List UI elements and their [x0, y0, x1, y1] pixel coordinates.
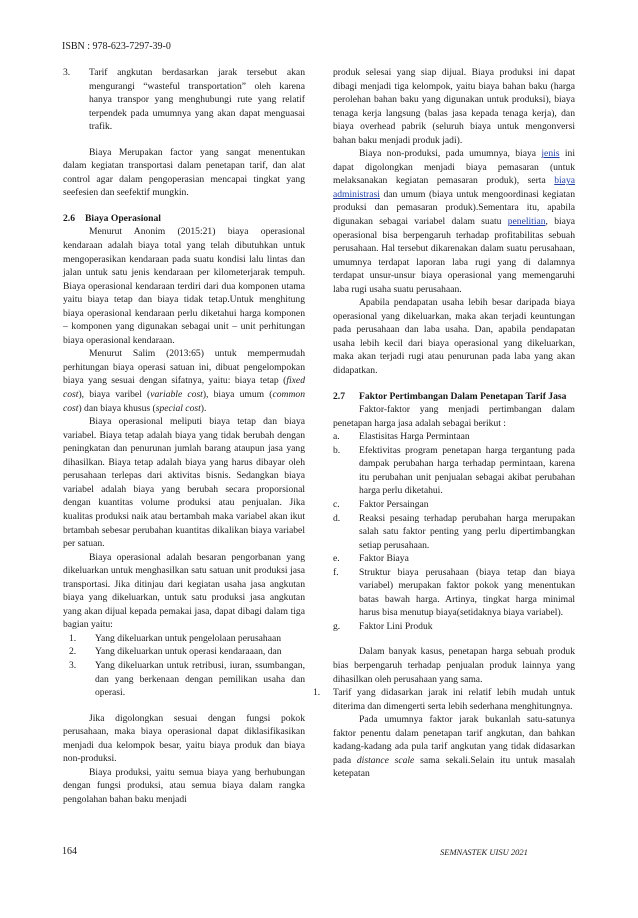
factor-list [333, 430, 575, 633]
list-item [63, 645, 305, 659]
variable-cost-term: variable cost [150, 389, 203, 401]
list-item [63, 66, 305, 134]
list-marker: 1. [313, 687, 321, 699]
list-item-text: Struktur biaya perusahaan (biaya tetap dan biaya variabel) merupakan faktor pokok yang menentukan batas bawah harga. Artinya, tingkat harga minimal harus bisa menutup biaya(setidaknya biaya variabel). [359, 566, 575, 619]
list-marker: a. [333, 431, 340, 443]
conference-footer: SEMNASTEK UISU 2021 [440, 847, 528, 857]
paragraph-continued: produk selesai yang siap dijual. Biaya produksi ini dapat dibagi menjadi tiga kelompok, yaitu biaya bahan baku (harga perolehan bahan baku yang digunakan untuk produksi), biaya tenaga kerja langsung (balas jasa kepada tenaga kerja), dan biaya overhead pabrik (seluruh biaya untuk mengonversi bahan baku menjadi produk jadi). [333, 67, 575, 146]
list-item-text: Tarif yang didasarkan jarak ini relatif lebih mudah untuk diterima dan dimengerti serta lebih sederhana menghitungnya. [333, 687, 575, 712]
paragraph-meliputi: Biaya operasional meliputi biaya tetap dan biaya variabel. Biaya tetap adalah biaya yang tidak berubah dengan peningkatan dan penurunan jumlah barang ataupun jasa yang dihasilkan. Biaya tetap adalah biaya yang harus dibayar oleh perusahaan terlepas dari aktivitas bisnis. Sedangkan biaya variabel adalah biaya yang berubah secara proporsional dengan kuantitas volume produksi atau penjualan. Jika kualitas produksi naik atau bertambah maka variabel akan ikut brtambah sebesar perubahan kuantitas dikalikan biaya variabel per satuan. [63, 416, 305, 550]
paragraph-faktor: Faktor-faktor yang menjadi pertimbangan dalam penetapan harga jasa adalah sebagai berikut : [333, 404, 575, 429]
list-item-text: Yang dikeluarkan untuk pengelolaan perusahaan [95, 632, 282, 644]
list-item-text: Reaksi pesaing terhadap perubahan harga merupakan salah satu faktor penting yang perlu dipertimbangkan setiap perusahaan. [359, 512, 575, 551]
list-item [333, 498, 575, 512]
section-title: Biaya Operasional [85, 212, 161, 224]
list-item-text: Yang dikeluarkan untuk operasi kendaraaan, dan [95, 646, 282, 658]
list-item [63, 632, 305, 646]
link-penelitian[interactable]: penelitian [507, 216, 546, 228]
paragraph-non-produksi: Biaya non-produksi, pada umumnya, biaya jenis ini dapat digolongkan menjadi biaya pemasaran (untuk melaksanakan kegiatan pemasaran produk), serta biaya administrasi dan umum (biaya untuk mengoordinasi kegiatan produksi dan pemasaran produk).Sementara itu, apabila digunakan sebagai variabel dalam suatu penelitian, biaya operasional bisa berpengaruh terhadap profitabilitas sebuah perusahaan. Hal tersebut dikarenakan dalam suatu perusahaan, umumnya terdapat laporan laba rugi yang di dalamnya terdapat unsur-unsur biaya operasional yang memengaruhi laba rugi usaha suatu perusahaan. [333, 148, 576, 295]
section-heading-2-6 [63, 212, 305, 226]
list-item-text: Faktor Lini Produk [359, 620, 433, 632]
section-title: Faktor Pertimbangan Dalam Penetapan Tarif Jasa [359, 390, 567, 402]
section-heading-2-7 [333, 390, 575, 404]
list-marker: g. [333, 620, 341, 632]
distance-scale-term: distance scale [356, 754, 415, 766]
paragraph-besaran: Biaya operasional adalah besaran pengorbanan yang dikeluarkan untuk menghasilkan satu satuan unit produksi jasa transportasi. Jika ditinjau dari kegiatan usaha jasa angkutan biaya yang dikeluarkan, untuk satu produksi jasa angkutan yang akan dijual kepada pemakai jasa, dapat dibagi dalam tiga bagian yaitu: [63, 551, 305, 631]
right-column [313, 66, 576, 781]
list-item [333, 620, 575, 634]
cost-parts-list [63, 632, 305, 700]
link-jenis[interactable]: jenis [541, 148, 560, 160]
list-item-text: Efektivitas program penetapan harga tergantung pada dampak perubahan harga terhadap permintaan, karena itu perubahan unit penjualan sebagai akibat perubahan harga perlu diketahui. [359, 444, 575, 497]
list-item [333, 566, 575, 620]
paragraph-salim: Menurut Salim (2013:65) untuk mempermudah perhitungan biaya operasi satuan ini, dibuat pengelompokan biaya yang sesuai dengan sifatnya, yaitu: biaya tetap (fixed cost), biaya varibel (variable cost), biaya umum (common cost) dan biaya khusus (special cost). [63, 348, 306, 414]
list-item [63, 659, 305, 700]
section-number: 2.7 [333, 390, 345, 402]
list-marker: b. [333, 444, 341, 456]
paragraph-umumnya: Pada umumnya faktor jarak bukanlah satu-satunya faktor penentu dalam penetapan tarif angkutan, dan bahkan kadang-kadang ada pula tarif angkutan yang tidak didasarkan pada distance scale sama sekali.Selain itu untuk masalah ketepatan [333, 714, 575, 780]
page-number: 164 [62, 846, 77, 857]
list-item [333, 444, 575, 498]
list-marker: 3. [63, 67, 71, 78]
list-marker: f. [333, 566, 339, 578]
common-cost-term: common cost [63, 389, 306, 414]
paragraph-produksi: Biaya produksi, yaitu semua biaya yang berhubungan dengan fungsi produksi, atau semua biaya dalam rangka pengolahan bahan baku menjadi [63, 766, 305, 805]
paragraph-biaya-factor: Biaya Merupakan factor yang sangat menentukan dalam kegiatan transportasi dalam penetapan tarif, dan alat control agar dalam pengoperasian mencapai tingkat yang seefesien dan seefektif mungkin. [63, 146, 305, 199]
left-column [63, 66, 305, 806]
tariff-list [313, 686, 575, 713]
list-item [313, 686, 575, 713]
paragraph-apabila: Apabila pendapatan usaha lebih besar daripada biaya operasional yang dikeluarkan, maka akan terjadi keuntungan pada perusahaan dan laba usaha. Dan, apabila pendapatan usaha lebih kecil dari biaya operasional yang dikeluarkan, maka akan terjadi rugi atau penurunan pada laba yang akan didapatkan. [333, 297, 575, 377]
list-item-text: Tarif angkutan berdasarkan jarak tersebut akan mengurangi “wasteful transportation” oleh karena hanya transpor yang menghubungi rute yang relatif terpendek pada umumnya yang akan dapat menguasai trafik. [89, 67, 305, 133]
list-item [333, 552, 575, 566]
list-marker: 2. [69, 646, 77, 658]
list-item-text: Yang dikeluarkan untuk retribusi, iuran, ssumbangan, dan yang berkenaan dengan pemilikan usaha dan operasi. [95, 659, 305, 699]
link-biaya-administrasi[interactable]: biaya administrasi [333, 175, 575, 200]
list-marker: c. [333, 498, 340, 510]
left-carried-list [63, 66, 305, 134]
fixed-cost-term: fixed cost [63, 375, 305, 401]
list-item [333, 512, 575, 553]
isbn-header: ISBN : 978-623-7297-39-0 [62, 41, 171, 52]
list-item-text: Elastisitas Harga Permintaan [359, 431, 470, 443]
list-item-text: Faktor Biaya [359, 553, 409, 565]
paragraph-golongkan: Jika digolongkan sesuai dengan fungsi pokok perusahaan, maka biaya operasional dapat diklasifikasikan menjadi dua kelompok besar, yaitu biaya produk dan biaya non-produksi. [63, 712, 305, 765]
list-marker: d. [333, 512, 341, 524]
section-number: 2.6 [63, 212, 75, 224]
special-cost-term: special cost [155, 402, 201, 414]
list-marker: 3. [69, 659, 77, 671]
list-item [333, 430, 575, 444]
paragraph-anonim: Menurut Anonim (2015:21) biaya operasional kendaraan adalah biaya total yang telah dibutuhkan untuk mengoperasikan kendaraan pada suatu kondisi lalu lintas dan jalan untuk satu jenis kendaraan per kilometerjarak tempuh. Biaya operasional kendaraan terdiri dari dua komponen utama yaitu biaya tetap dan biaya tidak tetap.Untuk menghitung biaya operasional kendaraan perlu diketahui harga komponen – komponen yang digunakan sebagai unit – unit perhitungan biaya operasional kendaraan. [63, 226, 305, 346]
list-item-text: Faktor Persaingan [359, 498, 429, 510]
paragraph-kasus: Dalam banyak kasus, penetapan harga sebuah produk bias berpengaruh terhadap penjualan produk lainnya yang dihasilkan oleh perusahaan yang sama. [333, 646, 575, 685]
list-marker: e. [333, 553, 340, 565]
list-marker: 1. [69, 632, 77, 644]
